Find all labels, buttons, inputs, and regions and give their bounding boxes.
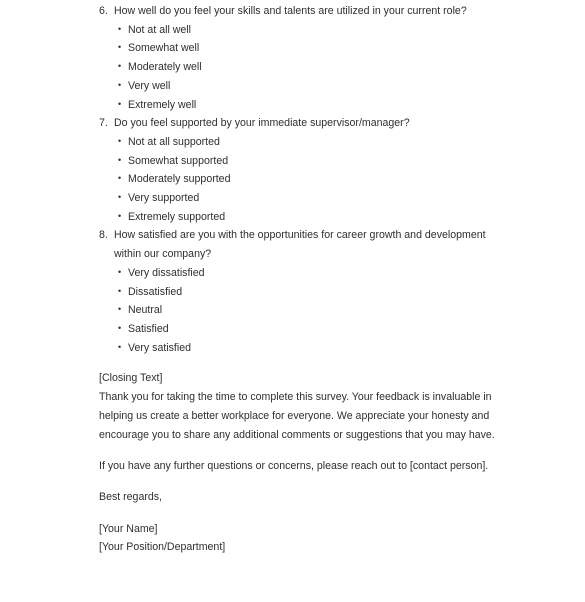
question-7	[99, 114, 509, 226]
closing-section	[99, 369, 509, 557]
bullet-icon: •	[118, 61, 122, 72]
bullet-icon: •	[118, 285, 122, 296]
survey-document	[99, 2, 509, 557]
option-item	[114, 301, 509, 320]
option-item	[114, 133, 509, 152]
option-label: Moderately well	[128, 61, 202, 74]
question-text: How satisfied are you with the opportunities for career growth and development within our company?	[114, 229, 486, 261]
option-label: Somewhat well	[128, 42, 200, 55]
option-list	[114, 133, 509, 227]
bullet-icon: •	[118, 154, 122, 165]
option-label: Very satisfied	[128, 341, 192, 354]
option-item	[114, 77, 509, 96]
closing-body: Thank you for taking the time to complete this survey. Your feedback is invaluable in helping us create a better workplace for everyone. We appreciate your honesty and encourage you to share any additional comments or suggestions that you may have.	[99, 391, 495, 441]
option-label: Neutral	[128, 304, 163, 317]
question-8	[99, 226, 509, 357]
bullet-icon: •	[118, 23, 122, 34]
question-number: 8.	[99, 229, 108, 242]
option-list	[114, 21, 509, 115]
bullet-icon: •	[118, 304, 122, 315]
closing-heading: [Closing Text]	[99, 372, 163, 385]
option-label: Extremely well	[128, 98, 197, 111]
option-item	[114, 283, 509, 302]
option-item	[114, 96, 509, 115]
option-item	[114, 58, 509, 77]
bullet-icon: •	[118, 192, 122, 203]
bullet-icon: •	[118, 79, 122, 90]
option-item	[114, 21, 509, 40]
contact-paragraph: If you have any further questions or concerns, please reach out to [contact person].	[99, 460, 489, 473]
option-item	[114, 39, 509, 58]
bullet-icon: •	[118, 98, 122, 109]
option-list	[114, 264, 509, 358]
option-item	[114, 264, 509, 283]
option-label: Not at all well	[128, 23, 191, 36]
bullet-icon: •	[118, 210, 122, 221]
option-label: Very well	[128, 79, 171, 92]
question-number: 6.	[99, 5, 108, 17]
bullet-icon: •	[118, 42, 122, 53]
option-item	[114, 339, 509, 358]
signature-name: [Your Name]	[99, 522, 158, 535]
bullet-icon: •	[118, 135, 122, 146]
question-text: How well do you feel your skills and talents are utilized in your current role?	[114, 5, 467, 17]
option-label: Extremely supported	[128, 210, 226, 223]
option-item	[114, 170, 509, 189]
question-number: 7.	[99, 117, 108, 130]
signature-position: [Your Position/Department]	[99, 541, 226, 554]
option-label: Not at all supported	[128, 135, 220, 148]
option-item	[114, 189, 509, 208]
option-item	[114, 208, 509, 227]
bullet-icon: •	[118, 266, 122, 277]
option-label: Satisfied	[128, 322, 169, 335]
option-item	[114, 320, 509, 339]
option-label: Very dissatisfied	[128, 266, 205, 279]
bullet-icon: •	[118, 173, 122, 184]
option-label: Dissatisfied	[128, 285, 183, 298]
option-label: Very supported	[128, 192, 200, 205]
bullet-icon: •	[118, 341, 122, 352]
question-text: Do you feel supported by your immediate supervisor/manager?	[114, 117, 410, 130]
question-6	[99, 2, 509, 114]
bullet-icon: •	[118, 322, 122, 333]
option-label: Somewhat supported	[128, 154, 229, 167]
sign-off: Best regards,	[99, 491, 163, 504]
option-label: Moderately supported	[128, 173, 231, 186]
option-item	[114, 152, 509, 171]
question-list	[99, 2, 509, 357]
